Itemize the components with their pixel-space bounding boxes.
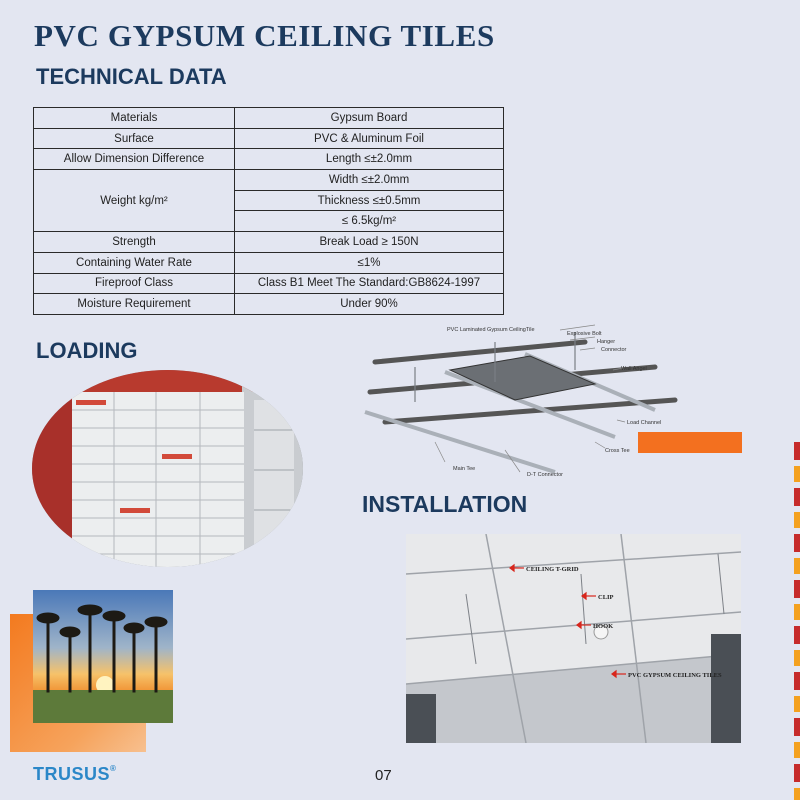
loading-heading: LOADING <box>36 338 138 363</box>
table-row <box>34 128 504 149</box>
diagram-label: D-T Connector <box>527 472 563 478</box>
table-row <box>34 232 504 253</box>
install-label: HOOK <box>593 623 614 630</box>
logo-text: TRUSUS <box>33 764 111 784</box>
page-title: PVC GYPSUM CEILING TILES <box>34 18 495 53</box>
registered-mark: ® <box>110 764 117 773</box>
row-label: Materials <box>34 108 235 129</box>
technical-data-heading: TECHNICAL DATA <box>36 64 227 89</box>
row-value: Thickness ≤±0.5mm <box>235 190 504 211</box>
ceiling-grid-diagram <box>355 322 685 487</box>
container-boxes-image <box>32 370 303 567</box>
diagram-label: PVC Laminated Gypsum CeilingTile <box>447 327 535 333</box>
row-value: Under 90% <box>235 294 504 315</box>
row-value: Class B1 Meet The Standard:GB8624-1997 <box>235 273 504 294</box>
palm-trees-image <box>33 590 173 723</box>
orange-accent-bar <box>638 432 742 453</box>
installation-heading: INSTALLATION <box>362 491 528 517</box>
edge-color-strip <box>794 442 800 800</box>
diagram-label: Hanger <box>597 339 616 345</box>
row-value: Width ≤±2.0mm <box>235 170 504 191</box>
row-value: Break Load ≥ 150N <box>235 232 504 253</box>
page-number: 07 <box>375 767 392 784</box>
install-label: PVC GYPSUM CEILING TILES <box>628 672 722 679</box>
table-row <box>34 108 504 129</box>
row-label: Moisture Requirement <box>34 294 235 315</box>
row-label: Allow Dimension Difference <box>34 149 235 170</box>
row-label: Strength <box>34 232 235 253</box>
diagram-label: Load Channel <box>627 420 662 426</box>
table-row <box>34 170 504 191</box>
row-value: ≤ 6.5kg/m² <box>235 211 504 232</box>
diagram-label: Explosive Bolt <box>567 331 602 337</box>
diagram-label: Wall Angel <box>621 366 647 372</box>
row-label: Fireproof Class <box>34 273 235 294</box>
row-value: Length ≤±2.0mm <box>235 149 504 170</box>
row-label: Containing Water Rate <box>34 252 235 273</box>
technical-data-table <box>33 107 504 315</box>
brand-logo <box>33 764 116 785</box>
diagram-label: Cross Tee <box>605 448 630 454</box>
diagram-label: Connector <box>601 347 627 353</box>
row-label: Surface <box>34 128 235 149</box>
install-label: CEILING T-GRID <box>526 566 579 573</box>
diagram-label: Main Tee <box>453 466 476 472</box>
table-row <box>34 294 504 315</box>
table-row <box>34 273 504 294</box>
table-row <box>34 252 504 273</box>
row-value: Gypsum Board <box>235 108 504 129</box>
install-label: CLIP <box>598 594 614 601</box>
row-label: Weight kg/m² <box>34 170 235 232</box>
installation-photo <box>406 534 741 743</box>
row-value: ≤1% <box>235 252 504 273</box>
row-value: PVC & Aluminum Foil <box>235 128 504 149</box>
palm-sunset-photo <box>33 590 173 723</box>
loading-photo <box>32 370 303 567</box>
table-row <box>34 149 504 170</box>
